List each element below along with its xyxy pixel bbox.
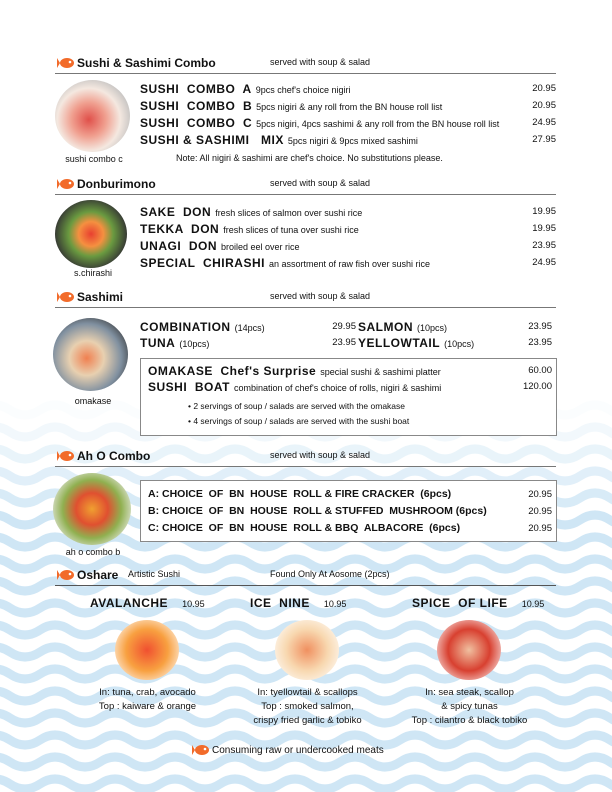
menu-item (140, 99, 442, 113)
menu-item (140, 82, 351, 96)
item-price: 27.95 (532, 134, 556, 145)
item-name: SUSHI COMBO B (140, 99, 253, 113)
item-name: SAKE DON (140, 205, 212, 219)
item-price: 10.95 (521, 599, 545, 609)
item-name: SUSHI & SASHIMI MIX (140, 133, 284, 147)
ingredient-line: In: tuna, crab, avocado (99, 687, 196, 698)
fish-icon (57, 178, 75, 190)
oshare-photo (437, 620, 501, 680)
fish-icon (57, 569, 75, 581)
sushi-combo-photo (55, 80, 130, 152)
item-description: an assortment of raw fish over sushi rice (268, 259, 431, 269)
oshare-item (250, 596, 346, 610)
oshare-photo (275, 620, 339, 680)
item-description: 5pcs nigiri & any roll from the BN house roll list (256, 102, 443, 112)
item-name: SPECIAL CHIRASHI (140, 256, 265, 270)
item-price: 23.95 (528, 337, 552, 348)
item-name: COMBINATION (140, 320, 231, 334)
menu-item (140, 205, 362, 219)
special-item (148, 364, 441, 378)
item-price: 20.95 (532, 83, 556, 94)
item-name: ICE NINE (250, 596, 310, 610)
item-name: SUSHI BOAT (148, 380, 230, 394)
section-title: Ah O Combo (77, 449, 151, 463)
menu-item (140, 222, 359, 236)
section-subtitle: served with soup & salad (270, 450, 371, 460)
bullet-note: • 2 servings of soup / salads are served with the omakase (188, 401, 406, 411)
menu-item (140, 239, 300, 253)
item-quantity: (14pcs) (234, 323, 265, 333)
item-description: 5pcs nigiri & 9pcs mixed sashimi (287, 136, 418, 146)
item-name: SPICE OF LIFE (412, 596, 508, 610)
sashimi-item (358, 336, 474, 350)
item-price: 20.95 (528, 506, 552, 517)
oshare-item (412, 596, 544, 610)
item-price: 24.95 (532, 257, 556, 268)
fish-icon (57, 450, 75, 462)
oshare-item (90, 596, 205, 610)
section-subtitle: served with soup & salad (270, 57, 371, 67)
item-price: 20.95 (528, 489, 552, 500)
item-price: 60.00 (528, 365, 552, 376)
section-header-aho (55, 449, 556, 467)
note: Note: All nigiri & sashimi are chef's choice. No substitutions please. (176, 153, 443, 163)
ingredient-line: Top : cilantro & black tobiko (411, 715, 528, 726)
photo-caption: omakase (74, 396, 112, 406)
item-description: broiled eel over rice (221, 242, 300, 252)
sashimi-item (140, 336, 209, 350)
item-price: 120.00 (522, 381, 552, 392)
item-quantity: (10pcs) (179, 339, 210, 349)
item-price: 20.95 (532, 100, 556, 111)
item-description: combination of chef's choice of rolls, nigiri & sashimi (233, 383, 442, 393)
item-name: OMAKASE Chef's Surprise (148, 364, 317, 378)
chirashi-photo (55, 200, 127, 268)
section-title: Donburimono (77, 177, 156, 191)
section-header-sashimi (55, 290, 556, 308)
item-description: fresh slices of salmon over sushi rice (215, 208, 363, 218)
fish-icon (192, 744, 210, 756)
item-description: 9pcs chef's choice nigiri (255, 85, 351, 95)
aho-item: B: CHOICE OF BN HOUSE ROLL & STUFFED MUSHROOM (6pcs) (148, 505, 487, 517)
photo-caption: s.chirashi (73, 268, 112, 278)
section-tag: Artistic Sushi (128, 569, 181, 579)
bullet-note: • 4 servings of soup / salads are served with the sushi boat (188, 416, 410, 426)
footer-text: Consuming raw or undercooked meats (212, 744, 384, 756)
section-subtitle: Found Only At Aosome (2pcs) (270, 569, 390, 579)
item-price: 24.95 (532, 117, 556, 128)
section-title: Sashimi (77, 290, 124, 304)
item-quantity: (10pcs) (444, 339, 475, 349)
section-subtitle: served with soup & salad (270, 291, 371, 301)
section-subtitle: served with soup & salad (270, 178, 371, 188)
item-description: fresh slices of tuna over sushi rice (223, 225, 359, 235)
photo-caption: sushi combo c (65, 154, 123, 164)
ingredient-line: In: sea steak, scallop (425, 687, 514, 698)
menu-item (140, 133, 418, 147)
item-name: SALMON (358, 320, 413, 334)
item-price: 20.95 (528, 523, 552, 534)
sashimi-item (358, 320, 447, 334)
oshare-photo (115, 620, 179, 680)
section-header-oshare (55, 568, 556, 586)
item-price: 10.95 (182, 599, 205, 609)
item-price: 23.95 (528, 321, 552, 332)
section-title: Oshare (77, 568, 119, 582)
ingredient-line: crispy fried garlic & tobiko (253, 715, 362, 726)
item-price: 10.95 (323, 599, 347, 609)
sashimi-item (140, 320, 265, 334)
item-name: TUNA (140, 336, 176, 350)
item-name: YELLOWTAIL (358, 336, 441, 350)
item-price: 19.95 (532, 206, 556, 217)
section-title: Sushi & Sashimi Combo (77, 56, 216, 70)
item-price: 23.95 (532, 240, 556, 251)
footer-warning (192, 744, 384, 756)
item-description: 5pcs nigiri, 4pcs sashimi & any roll from the BN house roll list (256, 119, 500, 129)
ah-o-combo-photo (53, 473, 131, 545)
photo-caption: ah o combo b (65, 547, 121, 557)
item-name: SUSHI COMBO A (140, 82, 252, 96)
item-price: 19.95 (532, 223, 556, 234)
item-name: SUSHI COMBO C (140, 116, 253, 130)
aho-item: A: CHOICE OF BN HOUSE ROLL & FIRE CRACKER (6pcs) (148, 488, 452, 500)
section-header-combo (55, 56, 556, 74)
ingredient-line: Top : smoked salmon, (261, 701, 354, 712)
item-price: 29.95 (332, 321, 356, 332)
fish-icon (57, 291, 75, 303)
item-name: AVALANCHE (90, 596, 169, 610)
aho-item: C: CHOICE OF BN HOUSE ROLL & BBQ ALBACORE (6pcs) (148, 522, 461, 534)
ingredient-line: Top : kaiware & orange (98, 701, 197, 712)
item-description: special sushi & sashimi platter (320, 367, 441, 377)
menu-item (140, 116, 499, 130)
item-quantity: (10pcs) (417, 323, 448, 333)
item-name: TEKKA DON (140, 222, 220, 236)
menu-item (140, 256, 430, 270)
special-item (148, 380, 441, 394)
ingredient-line: In: tyellowtail & scallops (257, 687, 358, 698)
section-header-don (55, 177, 556, 195)
item-name: UNAGI DON (140, 239, 217, 253)
fish-icon (57, 57, 75, 69)
ingredient-line: & spicy tunas (441, 701, 498, 712)
omakase-photo (53, 318, 128, 391)
item-price: 23.95 (332, 337, 356, 348)
